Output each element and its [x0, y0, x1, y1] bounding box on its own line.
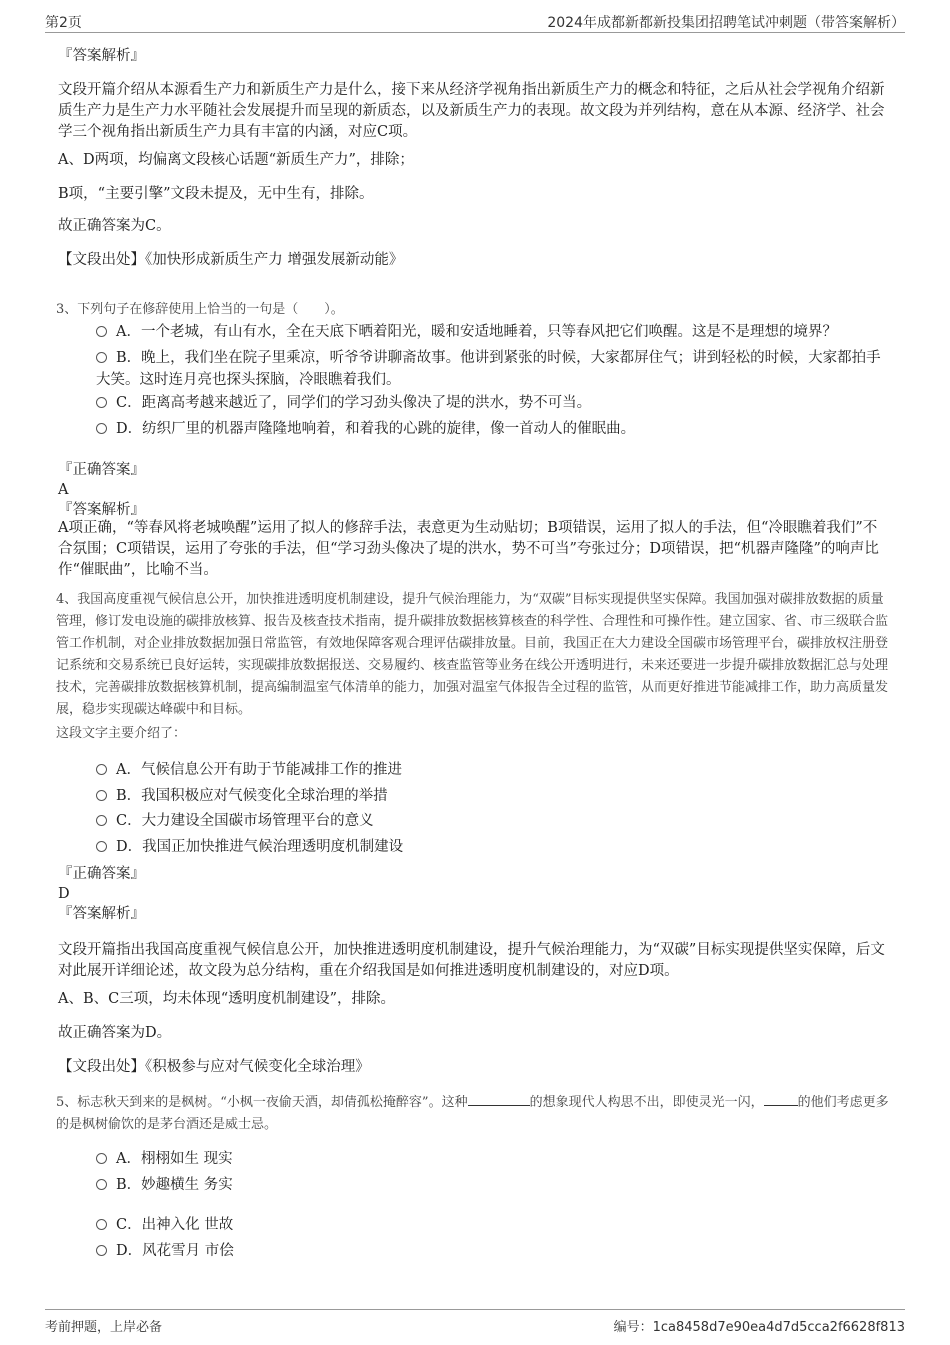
radio-icon[interactable]: [96, 1179, 107, 1190]
radio-icon[interactable]: [96, 790, 107, 801]
radio-icon[interactable]: [96, 397, 107, 408]
radio-icon[interactable]: [96, 1153, 107, 1164]
page-footer: [45, 1309, 905, 1340]
q5-blank-2: [764, 1093, 798, 1106]
radio-icon[interactable]: [96, 764, 107, 775]
q3-option-c[interactable]: C．距离高考越来越近了，同学们的学习劲头像决了堤的洪水，势不可当。: [96, 392, 896, 414]
q4-stem: 这段文字主要介绍了：: [56, 726, 187, 741]
q3-option-a[interactable]: A．一个老城，有山有水，全在天底下晒着阳光，暖和安适地睡着，只等春风把它们唤醒。这是不是理想的境界？: [96, 321, 896, 343]
q5-stem: 5、标志秋天到来的是枫树。“小枫一夜偷天酒，却倩孤松掩醉容”。这种 的想象现代人构思不出，即使灵光一闪， 的他们考虑更多的是枫树偷饮的是茅台酒还是威士忌。: [56, 1095, 889, 1132]
radio-icon[interactable]: [96, 841, 107, 852]
q5-option-c[interactable]: C．出神入化 世故: [96, 1214, 896, 1236]
q2-source: 【文段出处】《加快形成新质生产力 增强发展新动能》: [58, 252, 404, 268]
q4-option-a[interactable]: A．气候信息公开有助于节能减排工作的推进: [96, 759, 896, 781]
radio-icon[interactable]: [96, 1245, 107, 1256]
q2-ad-note: A、D两项，均偏离文段核心话题“新质生产力”，排除；: [58, 152, 414, 168]
q3-answer-label: 『正确答案』: [58, 462, 145, 478]
q4-analysis-text: 文段开篇指出我国高度重视气候信息公开，加快推进透明度机制建设，提升气候治理能力，为“双碳”目标实现提供坚实保障，后文对此展开详细论述，故文段为总分结构，重在介绍我国是如何推进透明度机制建设的，对应D项。: [58, 942, 885, 979]
q5-blank-1: [468, 1093, 530, 1106]
q5-option-a[interactable]: A．栩栩如生 现实: [96, 1148, 896, 1170]
radio-icon[interactable]: [96, 815, 107, 826]
q4-conclusion: 故正确答案为D。: [58, 1025, 172, 1041]
radio-icon[interactable]: [96, 423, 107, 434]
document-title: 2024年成都新都新投集团招聘笔试冲刺题（带答案解析）: [547, 15, 905, 31]
q2-analysis-label: 『答案解析』: [58, 48, 145, 64]
q3-option-d[interactable]: D．纺织厂里的机器声隆隆地响着，和着我的心跳的旋律，像一首动人的催眠曲。: [96, 418, 896, 440]
q4-passage: 4、我国高度重视气候信息公开，加快推进透明度机制建设，提升气候治理能力，为“双碳”目标实现提供坚实保障。我国加强对碳排放数据的质量管理，修订发电设施的碳排放核算、报告及核查技术指南，提升碳排放数据核算核查的科学性、合理性和可操作性。建立国家、省、市三级联合监管工作机制，对企业排放数据加强日常监管，有效地保障客观合理评估碳排放量。目前，我国正在大力建设全国碳市场管理平台，碳排放权注册登记系统和交易系统已良好运转，实现碳排放数据报送、交易履约、核查监管等业务在线公开透明进行，未来还要进一步提升碳排放数据汇总与处理技术，完善碳排放数据核算机制，提高编制温室气体清单的能力，加强对温室气体报告全过程的监管，从而更好推进节能减排工作，助力高质量发展，稳步实现碳达峰碳中和目标。: [56, 592, 889, 717]
radio-icon[interactable]: [96, 352, 107, 363]
q4-analysis-label: 『答案解析』: [58, 906, 145, 922]
q4-answer-label: 『正确答案』: [58, 866, 145, 882]
q2-b-note: B项，“主要引擎”文段未提及，无中生有，排除。: [58, 186, 374, 202]
q3-option-b[interactable]: B．晚上，我们坐在院子里乘凉，听爷爷讲聊斋故事。他讲到紧张的时候，大家都屏住气；讲到轻松的时候，大家都拍手大笑。这时连月亮也探头探脑，冷眼瞧着我们。: [96, 350, 881, 388]
radio-icon[interactable]: [96, 326, 107, 337]
q4-option-d[interactable]: D．我国正加快推进气候治理透明度机制建设: [96, 836, 896, 858]
q3-stem: 3、下列句子在修辞使用上恰当的一句是（ ）。: [56, 302, 344, 317]
q5-option-d[interactable]: D．风花雪月 市侩: [96, 1240, 896, 1262]
page-number: 第2页: [45, 15, 82, 31]
q4-answer: D: [58, 886, 70, 902]
q4-option-c[interactable]: C．大力建设全国碳市场管理平台的意义: [96, 810, 896, 832]
q3-answer: A: [58, 482, 69, 498]
radio-icon[interactable]: [96, 1219, 107, 1230]
q5-option-b[interactable]: B．妙趣横生 务实: [96, 1174, 896, 1196]
page-header: [45, 8, 905, 33]
q3-analysis-label: 『答案解析』: [58, 502, 145, 518]
q2-conclusion: 故正确答案为C。: [58, 218, 171, 234]
footer-slogan: 考前押题，上岸必备: [45, 1320, 163, 1335]
q2-analysis-text: 文段开篇介绍从本源看生产力和新质生产力是什么，接下来从经济学视角指出新质生产力的概念和特征，之后从社会学视角介绍新质生产力是生产力水平随社会发展提升而呈现的新质态，以及新质生产力的表现。故文段为并列结构，意在从本源、经济学、社会学三个视角指出新质生产力具有丰富的内涵，对应C项。: [58, 82, 885, 140]
q3-analysis-text: A项正确，“等春风将老城唤醒”运用了拟人的修辞手法，表意更为生动贴切；B项错误，运用了拟人的手法，但“冷眼瞧着我们”不合氛围；C项错误，运用了夸张的手法，但“学习劲头像决了堤的洪水，势不可当”夸张过分；D项错误，把“机器声隆隆”的响声比作“催眠曲”，比喻不当。: [58, 520, 879, 578]
q4-source: 【文段出处】《积极参与应对气候变化全球治理》: [58, 1059, 370, 1075]
q4-abc-note: A、B、C三项，均未体现“透明度机制建设”，排除。: [58, 991, 396, 1007]
q4-option-b[interactable]: B．我国积极应对气候变化全球治理的举措: [96, 785, 896, 807]
document-id: 编号：1ca8458d7e90ea4d7d5cca2f6628f813: [613, 1320, 905, 1335]
